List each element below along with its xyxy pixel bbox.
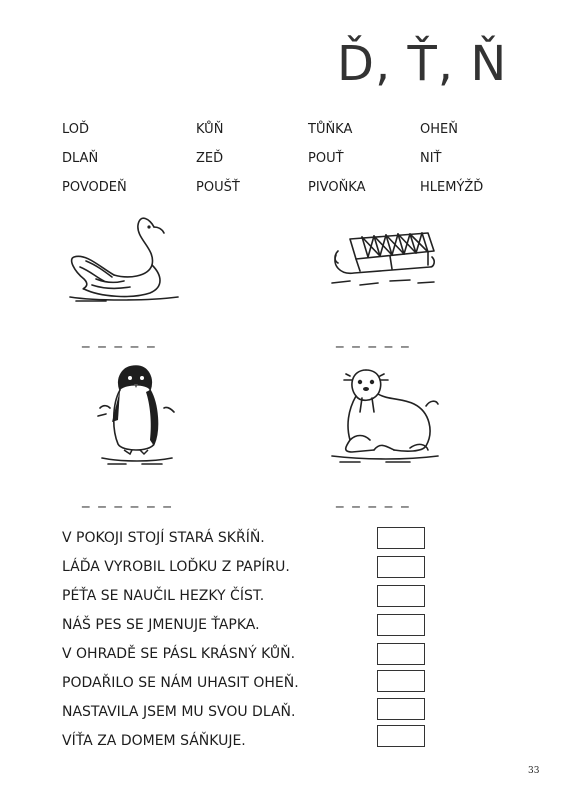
seal-icon	[326, 360, 442, 464]
word-blank: _ _ _ _ _	[336, 330, 411, 348]
word-item: POUŠŤ	[196, 180, 240, 195]
answer-box[interactable]	[377, 527, 425, 549]
answer-box[interactable]	[377, 585, 425, 607]
word-blank: _ _ _ _ _ _	[82, 490, 173, 508]
sentence-item: VÍŤA ZA DOMEM SÁŇKUJE.	[62, 733, 246, 749]
page-title: Ď, Ť, Ň	[337, 36, 508, 92]
sentence-item: V OHRADĚ SE PÁSL KRÁSNÝ KŮŇ.	[62, 646, 296, 662]
sentence-item: NÁŠ PES SE JMENUJE ŤAPKA.	[62, 617, 260, 633]
word-item: OHEŇ	[420, 122, 458, 137]
sentence-item: PODAŘILO SE NÁM UHASIT OHEŇ.	[62, 675, 299, 691]
word-item: DLAŇ	[62, 151, 99, 166]
word-item: PIVOŇKA	[308, 180, 366, 195]
word-item: POUŤ	[308, 151, 344, 166]
sentence-item: LÁĎA VYROBIL LOĎKU Z PAPÍRU.	[62, 559, 290, 575]
word-blank: _ _ _ _ _	[336, 490, 411, 508]
page-number: 33	[528, 766, 540, 776]
word-list	[62, 121, 522, 211]
sentence-item: PÉŤA SE NAUČIL HEZKY ČÍST.	[62, 588, 265, 604]
word-item: HLEMÝŽĎ	[420, 180, 484, 195]
answer-box[interactable]	[377, 556, 425, 578]
word-item: LOĎ	[62, 122, 90, 137]
word-item: TŮŇKA	[308, 122, 353, 137]
word-item: ZEĎ	[196, 151, 224, 166]
word-blank: _ _ _ _ _	[82, 330, 157, 348]
word-item: KŮŇ	[196, 122, 224, 137]
answer-box[interactable]	[377, 725, 425, 747]
sentence-item: V POKOJI STOJÍ STARÁ SKŘÍŇ.	[62, 530, 265, 546]
answer-box[interactable]	[377, 698, 425, 720]
answer-box[interactable]	[377, 670, 425, 692]
swan-icon	[66, 205, 186, 305]
answer-box[interactable]	[377, 614, 425, 636]
sentence-item: NASTAVILA JSEM MU SVOU DLAŇ.	[62, 704, 296, 720]
penguin-icon	[92, 360, 180, 466]
answer-box[interactable]	[377, 643, 425, 665]
word-item: POVODEŇ	[62, 180, 127, 195]
word-item: NIŤ	[420, 151, 442, 166]
sled-icon	[330, 225, 438, 295]
